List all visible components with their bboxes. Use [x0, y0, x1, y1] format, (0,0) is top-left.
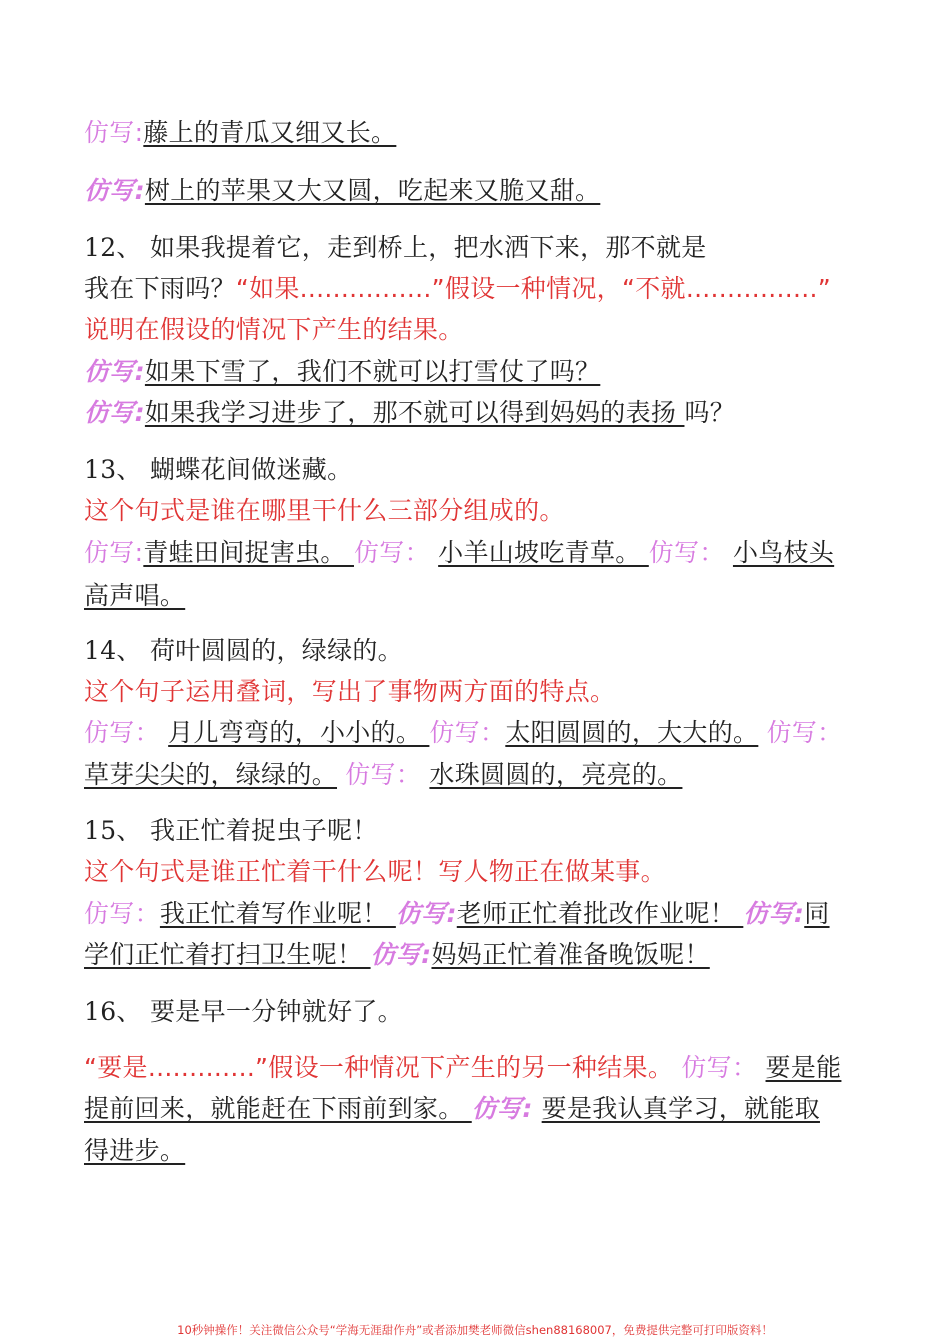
underlined-text: 学们正忙着打扫卫生呢！ [84, 940, 371, 969]
label-text: 仿写： [353, 538, 439, 567]
text-line [84, 536, 834, 570]
label-text: 仿写： [337, 760, 430, 789]
label-text: 仿写: [84, 357, 145, 386]
text-line [84, 355, 600, 389]
underlined-text: 青蛙田间捉害虫。 [143, 538, 354, 567]
body-text: “如果................”假设一种情况，“不就................” [235, 274, 832, 303]
underlined-text: 我正忙着写作业呢！ [159, 899, 396, 928]
underlined-text: 要是我认真学习，就能取 [541, 1094, 820, 1123]
body-text: 我在下雨吗？ [84, 274, 236, 303]
text-line [84, 1051, 841, 1085]
text-line [84, 116, 396, 150]
label-text: 仿写: [395, 899, 457, 928]
body-text: 我正忙着捉虫子呢！ [141, 816, 378, 845]
body-text: 说明在假设的情况下产生的结果。 [84, 315, 464, 344]
body-text: 这个句子运用叠词，写出了事物两方面的特点。 [84, 677, 616, 706]
body-text: 如果我提着它，走到桥上，把水洒下来，那不就是 [141, 233, 707, 262]
underlined-text: 如果下雪了，我们不就可以打雪仗了吗？ [144, 357, 601, 386]
text-line [84, 897, 830, 931]
label-text: 仿写: [84, 538, 144, 567]
text-line [84, 1092, 820, 1126]
underlined-text: 草芽尖尖的，绿绿的。 [84, 760, 338, 789]
text-line [84, 995, 403, 1029]
text-line [84, 938, 710, 972]
text-line [84, 494, 565, 528]
label-text: 仿写: [84, 118, 144, 147]
body-text: 要是早一分钟就好了。 [141, 997, 403, 1026]
label-text: 仿写： [84, 718, 169, 747]
text-line [84, 675, 615, 709]
underlined-text: 树上的苹果又大又圆，吃起来又脆又甜。 [144, 176, 601, 205]
underlined-text: 如果我学习进步了，那不就可以得到妈妈的表扬 [144, 398, 685, 427]
text-line [84, 453, 352, 487]
underlined-text: 月儿弯弯的，小小的。 [168, 718, 430, 747]
underlined-text: 小羊山坡吃青草。 [438, 538, 649, 567]
label-text: 仿写: [370, 940, 432, 969]
text-line [84, 716, 842, 750]
underlined-text: 太阳圆圆的，大大的。 [505, 718, 759, 747]
label-text: 仿写: [84, 398, 145, 427]
body-text: 12、 [84, 233, 142, 262]
body-text: 这个句式是谁正忙着干什么呢！写人物正在做某事。 [84, 857, 666, 886]
underlined-text: 要是能 [765, 1053, 842, 1082]
body-text: 13、 [84, 455, 142, 484]
label-text: 仿写： [758, 718, 843, 747]
underlined-text: 妈妈正忙着准备晚饭呢！ [431, 940, 710, 969]
body-text: 15、 [84, 816, 142, 845]
label-text: 仿写： [673, 1053, 766, 1082]
text-line [84, 1134, 185, 1168]
text-line [84, 272, 831, 306]
underlined-text: 水珠圆圆的，亮亮的。 [429, 760, 683, 789]
label-text: 仿写： [648, 538, 733, 567]
label-text: 仿写: [84, 176, 145, 205]
footer-notice: 10秒钟操作！关注微信公众号“学海无涯甜作舟”或者添加樊老师微信shen88168007，免费提供完整可打印版资料！ [177, 1323, 773, 1337]
text-line [84, 396, 735, 430]
underlined-text: 得进步。 [84, 1136, 186, 1165]
body-text: 吗？ [684, 398, 736, 427]
text-line [84, 313, 464, 347]
label-text: 仿写: [743, 899, 805, 928]
label-text: 仿写: [471, 1094, 542, 1123]
underlined-text: 高声唱。 [84, 581, 186, 610]
text-line [84, 231, 707, 265]
underlined-text: 提前回来，就能赶在下雨前到家。 [84, 1094, 472, 1123]
text-line [84, 758, 682, 792]
body-text: “要是.............”假设一种情况下产生的另一种结果。 [84, 1053, 674, 1082]
body-text: 蝴蝶花间做迷藏。 [141, 455, 353, 484]
text-line [84, 855, 666, 889]
underlined-text: 同 [804, 899, 830, 928]
body-text: 这个句式是谁在哪里干什么三部分组成的。 [84, 496, 565, 525]
underlined-text: 老师正忙着批改作业呢！ [456, 899, 744, 928]
text-line [84, 174, 600, 208]
body-text: 14、 [84, 636, 142, 665]
text-line [84, 814, 378, 848]
label-text: 仿写： [84, 899, 160, 928]
text-line [84, 579, 185, 613]
body-text: 16、 [84, 997, 142, 1026]
body-text: 荷叶圆圆的，绿绿的。 [141, 636, 403, 665]
label-text: 仿写： [429, 718, 506, 747]
underlined-text: 藤上的青瓜又细又长。 [143, 118, 397, 147]
underlined-text: 小鸟枝头 [732, 538, 835, 567]
text-line [84, 634, 403, 668]
